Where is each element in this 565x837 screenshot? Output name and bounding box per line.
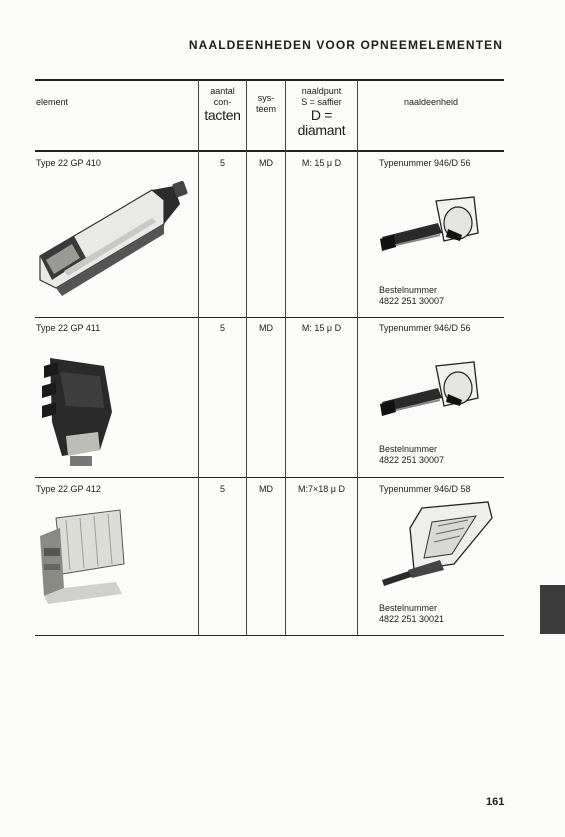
header-unit: naaldeenheid [403, 97, 459, 107]
cell-order-label: Bestelnummer [379, 603, 438, 613]
table-bottom-rule [35, 635, 504, 636]
header-line: D = diamant [297, 107, 346, 138]
header-line: tacten [204, 107, 241, 123]
header-line: naaldpunt [301, 86, 342, 96]
cartridge-image [40, 352, 122, 470]
header-element: element [36, 97, 69, 107]
cartridge-image [36, 508, 128, 608]
cell-element: Type 22 GP 410 [36, 158, 101, 168]
page-number: 161 [486, 796, 505, 808]
cell-type-number: Typenummer 946/D 56 [379, 323, 471, 333]
cell-contacts: 5 [219, 158, 225, 168]
row-divider [35, 317, 504, 318]
cell-type-number: Typenummer 946/D 56 [379, 158, 471, 168]
stylus-unit-image [378, 195, 482, 265]
stylus-unit-image [378, 360, 482, 430]
cell-order-label: Bestelnummer [379, 444, 438, 454]
row-divider [35, 477, 504, 478]
cell-type-number: Typenummer 946/D 58 [379, 484, 471, 494]
cell-contacts: 5 [219, 484, 225, 494]
cell-tip: M:7×18 μ D [298, 484, 345, 494]
cell-order-label: Bestelnummer [379, 285, 438, 295]
table-header-rule [35, 150, 504, 152]
cell-system: MD [259, 484, 273, 494]
cell-element: Type 22 GP 412 [36, 484, 101, 494]
stylus-unit-image [380, 500, 496, 590]
column-divider [357, 80, 358, 636]
cell-order-number: 4822 251 30007 [379, 455, 445, 465]
header-line: S = saffier [301, 97, 342, 107]
cell-system: MD [259, 323, 273, 333]
page-title: NAALDEENHEDEN VOOR OPNEEMELEMENTEN [188, 38, 503, 52]
header-line: sys- [257, 93, 275, 103]
cell-system: MD [259, 158, 273, 168]
cell-tip: M: 15 μ D [301, 158, 342, 168]
header-line: aantal [210, 86, 235, 96]
header-line: teem [255, 104, 276, 114]
header-tip [286, 86, 357, 138]
cell-order-number: 4822 251 30021 [379, 614, 445, 624]
table-top-rule [35, 79, 504, 81]
header-line: con- [213, 97, 232, 107]
cell-contacts: 5 [219, 323, 225, 333]
cell-order-number: 4822 251 30007 [379, 296, 445, 306]
header-contacts [199, 86, 246, 123]
cell-element: Type 22 GP 411 [36, 323, 101, 333]
cartridge-image [34, 176, 192, 300]
header-system [247, 93, 285, 115]
section-tab-marker [540, 585, 565, 634]
cell-tip: M: 15 μ D [301, 323, 342, 333]
